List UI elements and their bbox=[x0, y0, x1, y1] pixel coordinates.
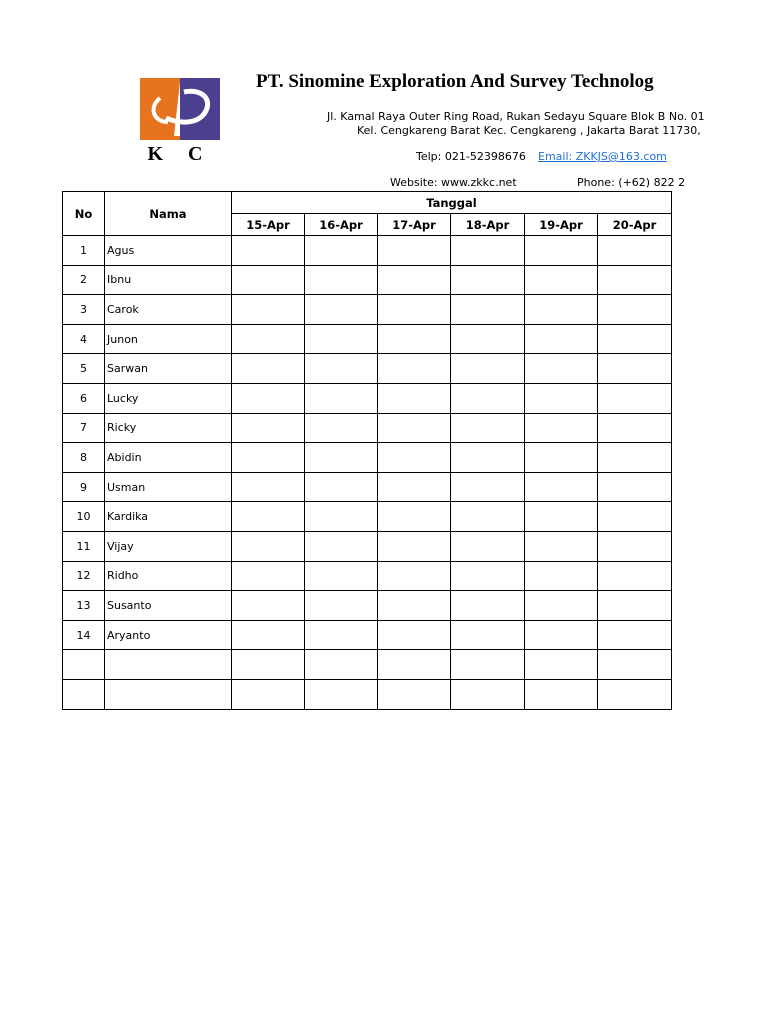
cell-name[interactable]: Junon bbox=[105, 324, 232, 354]
attendance-cell[interactable] bbox=[598, 354, 672, 384]
attendance-cell[interactable] bbox=[598, 679, 672, 709]
attendance-cell[interactable] bbox=[232, 502, 305, 532]
attendance-cell[interactable] bbox=[305, 502, 378, 532]
attendance-cell[interactable] bbox=[525, 502, 598, 532]
attendance-cell[interactable] bbox=[598, 620, 672, 650]
attendance-cell[interactable] bbox=[378, 443, 451, 473]
header-date: 20-Apr bbox=[598, 214, 672, 236]
attendance-cell[interactable] bbox=[232, 443, 305, 473]
attendance-cell[interactable] bbox=[232, 265, 305, 295]
attendance-cell[interactable] bbox=[451, 383, 525, 413]
attendance-cell[interactable] bbox=[451, 620, 525, 650]
cell-name[interactable]: Vijay bbox=[105, 531, 232, 561]
table-row bbox=[63, 265, 672, 295]
attendance-cell[interactable] bbox=[378, 650, 451, 680]
attendance-cell[interactable] bbox=[598, 236, 672, 266]
attendance-cell[interactable] bbox=[378, 531, 451, 561]
attendance-cell[interactable] bbox=[525, 413, 598, 443]
address-line-2-container bbox=[0, 124, 701, 137]
attendance-cell[interactable] bbox=[232, 561, 305, 591]
attendance-cell[interactable] bbox=[598, 650, 672, 680]
attendance-cell[interactable] bbox=[305, 531, 378, 561]
email-link[interactable]: Email: ZKKJS@163.com bbox=[538, 150, 667, 163]
attendance-cell[interactable] bbox=[525, 620, 598, 650]
attendance-cell[interactable] bbox=[378, 472, 451, 502]
cell-no[interactable]: 7 bbox=[63, 413, 105, 443]
attendance-cell[interactable] bbox=[525, 561, 598, 591]
attendance-cell[interactable] bbox=[305, 591, 378, 621]
phone-text: Phone: (+62) 822 2 bbox=[577, 176, 686, 189]
cell-name[interactable]: Ridho bbox=[105, 561, 232, 591]
cell-no[interactable]: 11 bbox=[63, 531, 105, 561]
attendance-cell[interactable] bbox=[598, 531, 672, 561]
attendance-cell[interactable] bbox=[232, 324, 305, 354]
attendance-cell[interactable] bbox=[598, 472, 672, 502]
cell-name[interactable]: Carok bbox=[105, 295, 232, 325]
attendance-cell[interactable] bbox=[305, 383, 378, 413]
attendance-cell[interactable] bbox=[378, 324, 451, 354]
attendance-cell[interactable] bbox=[525, 354, 598, 384]
table-row bbox=[63, 443, 672, 473]
attendance-cell[interactable] bbox=[378, 561, 451, 591]
cell-no[interactable]: 2 bbox=[63, 265, 105, 295]
attendance-cell[interactable] bbox=[598, 443, 672, 473]
cell-no[interactable]: 13 bbox=[63, 591, 105, 621]
cell-name[interactable]: Sarwan bbox=[105, 354, 232, 384]
header-date: 19-Apr bbox=[525, 214, 598, 236]
cell-no[interactable]: 10 bbox=[63, 502, 105, 532]
header-nama: Nama bbox=[105, 192, 232, 236]
attendance-cell[interactable] bbox=[305, 561, 378, 591]
cell-no[interactable]: 5 bbox=[63, 354, 105, 384]
attendance-cell[interactable] bbox=[598, 295, 672, 325]
attendance-cell[interactable] bbox=[525, 383, 598, 413]
cell-no[interactable] bbox=[63, 679, 105, 709]
attendance-cell[interactable] bbox=[232, 679, 305, 709]
table-row bbox=[63, 472, 672, 502]
cell-no[interactable]: 6 bbox=[63, 383, 105, 413]
cell-name[interactable]: Agus bbox=[105, 236, 232, 266]
attendance-cell[interactable] bbox=[378, 502, 451, 532]
table-row bbox=[63, 295, 672, 325]
cell-name[interactable]: Kardika bbox=[105, 502, 232, 532]
cell-no[interactable] bbox=[63, 650, 105, 680]
attendance-cell[interactable] bbox=[232, 236, 305, 266]
attendance-cell[interactable] bbox=[451, 413, 525, 443]
attendance-cell[interactable] bbox=[451, 679, 525, 709]
cell-name[interactable]: Susanto bbox=[105, 591, 232, 621]
attendance-cell[interactable] bbox=[305, 443, 378, 473]
cell-name[interactable] bbox=[105, 650, 232, 680]
table-row bbox=[63, 620, 672, 650]
attendance-cell[interactable] bbox=[232, 591, 305, 621]
attendance-cell[interactable] bbox=[305, 265, 378, 295]
attendance-cell[interactable] bbox=[378, 591, 451, 621]
attendance-cell[interactable] bbox=[451, 295, 525, 325]
table-row bbox=[63, 354, 672, 384]
attendance-cell[interactable] bbox=[305, 413, 378, 443]
attendance-cell[interactable] bbox=[598, 265, 672, 295]
address-line-1-container bbox=[0, 110, 705, 123]
phone-container bbox=[0, 176, 686, 189]
attendance-cell[interactable] bbox=[525, 650, 598, 680]
website-text: Website: www.zkkc.net bbox=[390, 176, 517, 189]
attendance-cell[interactable] bbox=[598, 591, 672, 621]
attendance-cell[interactable] bbox=[525, 236, 598, 266]
attendance-cell[interactable] bbox=[451, 472, 525, 502]
cell-no[interactable]: 1 bbox=[63, 236, 105, 266]
attendance-cell[interactable] bbox=[451, 236, 525, 266]
header-tanggal: Tanggal bbox=[232, 192, 672, 214]
attendance-cell[interactable] bbox=[525, 591, 598, 621]
attendance-cell[interactable] bbox=[525, 531, 598, 561]
attendance-cell[interactable] bbox=[305, 324, 378, 354]
attendance-cell[interactable] bbox=[378, 265, 451, 295]
attendance-cell[interactable] bbox=[525, 443, 598, 473]
attendance-cell[interactable] bbox=[232, 295, 305, 325]
attendance-cell[interactable] bbox=[232, 354, 305, 384]
cell-no[interactable]: 9 bbox=[63, 472, 105, 502]
cell-no[interactable]: 8 bbox=[63, 443, 105, 473]
address-line-2: Kel. Cengkareng Barat Kec. Cengkareng , Jakarta Barat 11730, bbox=[357, 124, 701, 137]
cell-name[interactable]: Ibnu bbox=[105, 265, 232, 295]
company-name: PT. Sinomine Exploration And Survey Technolog bbox=[256, 71, 654, 92]
cell-no[interactable]: 3 bbox=[63, 295, 105, 325]
attendance-cell[interactable] bbox=[378, 354, 451, 384]
cell-name[interactable]: Usman bbox=[105, 472, 232, 502]
attendance-cell[interactable] bbox=[378, 383, 451, 413]
attendance-cell[interactable] bbox=[598, 502, 672, 532]
attendance-cell[interactable] bbox=[305, 620, 378, 650]
cell-name[interactable] bbox=[105, 679, 232, 709]
header-date: 17-Apr bbox=[378, 214, 451, 236]
cell-no[interactable]: 12 bbox=[63, 561, 105, 591]
logo-text: K C bbox=[147, 143, 213, 165]
attendance-cell[interactable] bbox=[525, 295, 598, 325]
attendance-cell[interactable] bbox=[378, 679, 451, 709]
company-name-container bbox=[0, 71, 672, 93]
attendance-cell[interactable] bbox=[451, 650, 525, 680]
attendance-cell[interactable] bbox=[232, 413, 305, 443]
attendance-cell[interactable] bbox=[598, 383, 672, 413]
attendance-cell[interactable] bbox=[598, 561, 672, 591]
attendance-cell[interactable] bbox=[305, 650, 378, 680]
cell-no[interactable]: 14 bbox=[63, 620, 105, 650]
attendance-cell[interactable] bbox=[378, 236, 451, 266]
table-row bbox=[63, 383, 672, 413]
attendance-table bbox=[62, 191, 672, 710]
attendance-cell[interactable] bbox=[598, 413, 672, 443]
attendance-cell[interactable] bbox=[232, 383, 305, 413]
table-row bbox=[63, 502, 672, 532]
header-date: 15-Apr bbox=[232, 214, 305, 236]
attendance-cell[interactable] bbox=[232, 620, 305, 650]
attendance-cell[interactable] bbox=[525, 265, 598, 295]
attendance-cell[interactable] bbox=[598, 324, 672, 354]
table-row bbox=[63, 679, 672, 709]
cell-name[interactable]: Ricky bbox=[105, 413, 232, 443]
telp-text: Telp: 021-52398676 bbox=[416, 150, 526, 163]
table-row bbox=[63, 531, 672, 561]
attendance-cell[interactable] bbox=[305, 295, 378, 325]
attendance-cell[interactable] bbox=[451, 324, 525, 354]
attendance-cell[interactable] bbox=[525, 679, 598, 709]
attendance-cell[interactable] bbox=[378, 620, 451, 650]
attendance-cell[interactable] bbox=[232, 650, 305, 680]
attendance-cell[interactable] bbox=[525, 324, 598, 354]
attendance-cell[interactable] bbox=[305, 354, 378, 384]
cell-no[interactable]: 4 bbox=[63, 324, 105, 354]
table-row bbox=[63, 591, 672, 621]
attendance-cell[interactable] bbox=[378, 295, 451, 325]
attendance-cell[interactable] bbox=[451, 561, 525, 591]
attendance-cell[interactable] bbox=[305, 236, 378, 266]
table-row bbox=[63, 413, 672, 443]
attendance-cell[interactable] bbox=[305, 679, 378, 709]
table-row bbox=[63, 650, 672, 680]
attendance-cell[interactable] bbox=[451, 443, 525, 473]
attendance-cell[interactable] bbox=[451, 502, 525, 532]
address-line-1: Jl. Kamal Raya Outer Ring Road, Rukan Sedayu Square Blok B No. 01 bbox=[327, 110, 705, 123]
cell-name[interactable]: Abidin bbox=[105, 443, 232, 473]
header-date: 16-Apr bbox=[305, 214, 378, 236]
header-date: 18-Apr bbox=[451, 214, 525, 236]
cell-name[interactable]: Lucky bbox=[105, 383, 232, 413]
attendance-cell[interactable] bbox=[525, 472, 598, 502]
attendance-cell[interactable] bbox=[305, 472, 378, 502]
header-no: No bbox=[63, 192, 105, 236]
cell-name[interactable]: Aryanto bbox=[105, 620, 232, 650]
table-row bbox=[63, 236, 672, 266]
attendance-cell[interactable] bbox=[451, 265, 525, 295]
attendance-cell[interactable] bbox=[451, 354, 525, 384]
attendance-cell[interactable] bbox=[451, 591, 525, 621]
attendance-cell[interactable] bbox=[451, 531, 525, 561]
attendance-cell[interactable] bbox=[378, 413, 451, 443]
table-row bbox=[63, 561, 672, 591]
attendance-cell[interactable] bbox=[232, 472, 305, 502]
table-row bbox=[63, 324, 672, 354]
attendance-cell[interactable] bbox=[232, 531, 305, 561]
